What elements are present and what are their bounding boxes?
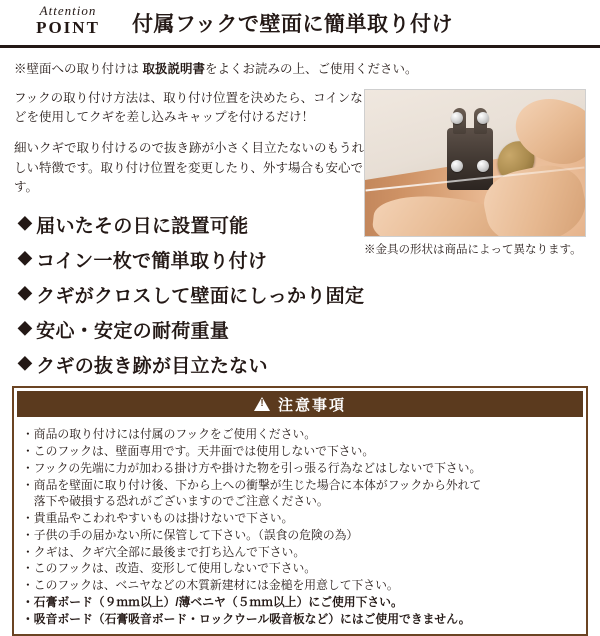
point-label: POINT: [36, 17, 100, 37]
photo-caption: ※金具の形状は商品によって異なります。: [364, 243, 582, 256]
photo-nail-cap-3: [451, 160, 463, 172]
caution-item: ・商品の取り付けには付属のフックをご使用ください。: [22, 427, 317, 442]
page-title: 付属フックで壁面に簡単取り付け: [132, 13, 454, 36]
feature-item: [18, 351, 600, 378]
caution-box: [12, 386, 588, 636]
caution-item: ・このフックは、改造、変形して使用しないで下さい。: [22, 561, 317, 576]
hook-installation-photo: [364, 89, 586, 237]
photo-nail-cap-1: [451, 112, 463, 124]
caution-item: ・貴重品やこわれやすいものは掛けないで下さい。: [22, 511, 294, 526]
caution-item: ・フックの先端に力が加わる掛け方や掛けた物を引っ張る行為などはしないで下さい。: [22, 460, 482, 475]
diamond-icon: ◆: [18, 317, 33, 338]
diamond-icon: ◆: [18, 282, 33, 303]
diamond-icon: ◆: [18, 247, 33, 268]
warning-triangle-icon: [254, 397, 270, 411]
feature-label: クギの抜き跡が目立たない: [36, 356, 268, 378]
caution-item: 落下や破損する恐れがございますのでご注意ください。: [22, 494, 329, 509]
caution-item: ・クギは、クギ穴全部に最後まで打ち込んで下さい。: [22, 544, 306, 559]
feature-item: [18, 316, 600, 343]
diamond-icon: ◆: [18, 352, 33, 373]
feature-label: コイン一枚で簡単取り付け: [36, 251, 268, 273]
description-paragraph-2: 細いクギで取り付けるので抜き跡が小さく目立たないのもうれしい特徴です。取り付け位置を変更したり、外す場合も安心です。: [14, 141, 365, 194]
description-paragraph-1: フックの取り付け方法は、取り付け位置を決めたら、コインなどを使用してクギを差し込みキャップを付けるだけ！: [14, 90, 363, 124]
feature-item: [18, 281, 600, 308]
feature-label: 安心・安定の耐荷重量: [36, 321, 230, 343]
caution-title: 注意事項: [277, 396, 346, 414]
photo-nail-cap-4: [477, 160, 489, 172]
caution-header: [17, 391, 583, 417]
manual-note: [14, 61, 586, 79]
caution-item: ・子供の手の届かない所に保管して下さい。（誤食の危険の為）: [22, 527, 359, 542]
manual-note-prefix: ※壁面への取り付けは: [14, 62, 143, 76]
photo-block: [364, 89, 586, 259]
caution-item: ・商品を壁面に取り付け後、下から上への衝撃が生じた場合に本体がフックから外れて: [22, 477, 482, 492]
diamond-icon: ◆: [18, 212, 33, 233]
photo-nail-cap-2: [477, 112, 489, 124]
manual-note-bold: 取扱説明書: [142, 62, 205, 76]
feature-label: クギがクロスして壁面にしっかり固定: [36, 286, 365, 308]
description-text: [14, 89, 364, 198]
caution-item: ・このフックは、ベニヤなどの木質新建材には金槌を用意して下さい。: [22, 578, 399, 593]
caution-item: ・このフックは、壁面専用です。天井面では使用しないで下さい。: [22, 444, 375, 459]
feature-label: 届いたその日に設置可能: [36, 216, 249, 238]
page-header: [0, 0, 600, 48]
attention-label: Attention: [39, 3, 97, 18]
manual-note-suffix: をよくお読みの上、ご使用ください。: [205, 62, 418, 76]
caution-item-emphasis: ・吸音ボード（石膏吸音ボード・ロックウール吸音板など）にはご使用できません。: [22, 611, 471, 626]
attention-point-badge: [8, 4, 128, 36]
caution-item-emphasis: ・石膏ボード（９ｍｍ以上）/薄ベニヤ（５ｍｍ以上）にご使用下さい。: [22, 594, 403, 609]
caution-list: [14, 420, 586, 634]
